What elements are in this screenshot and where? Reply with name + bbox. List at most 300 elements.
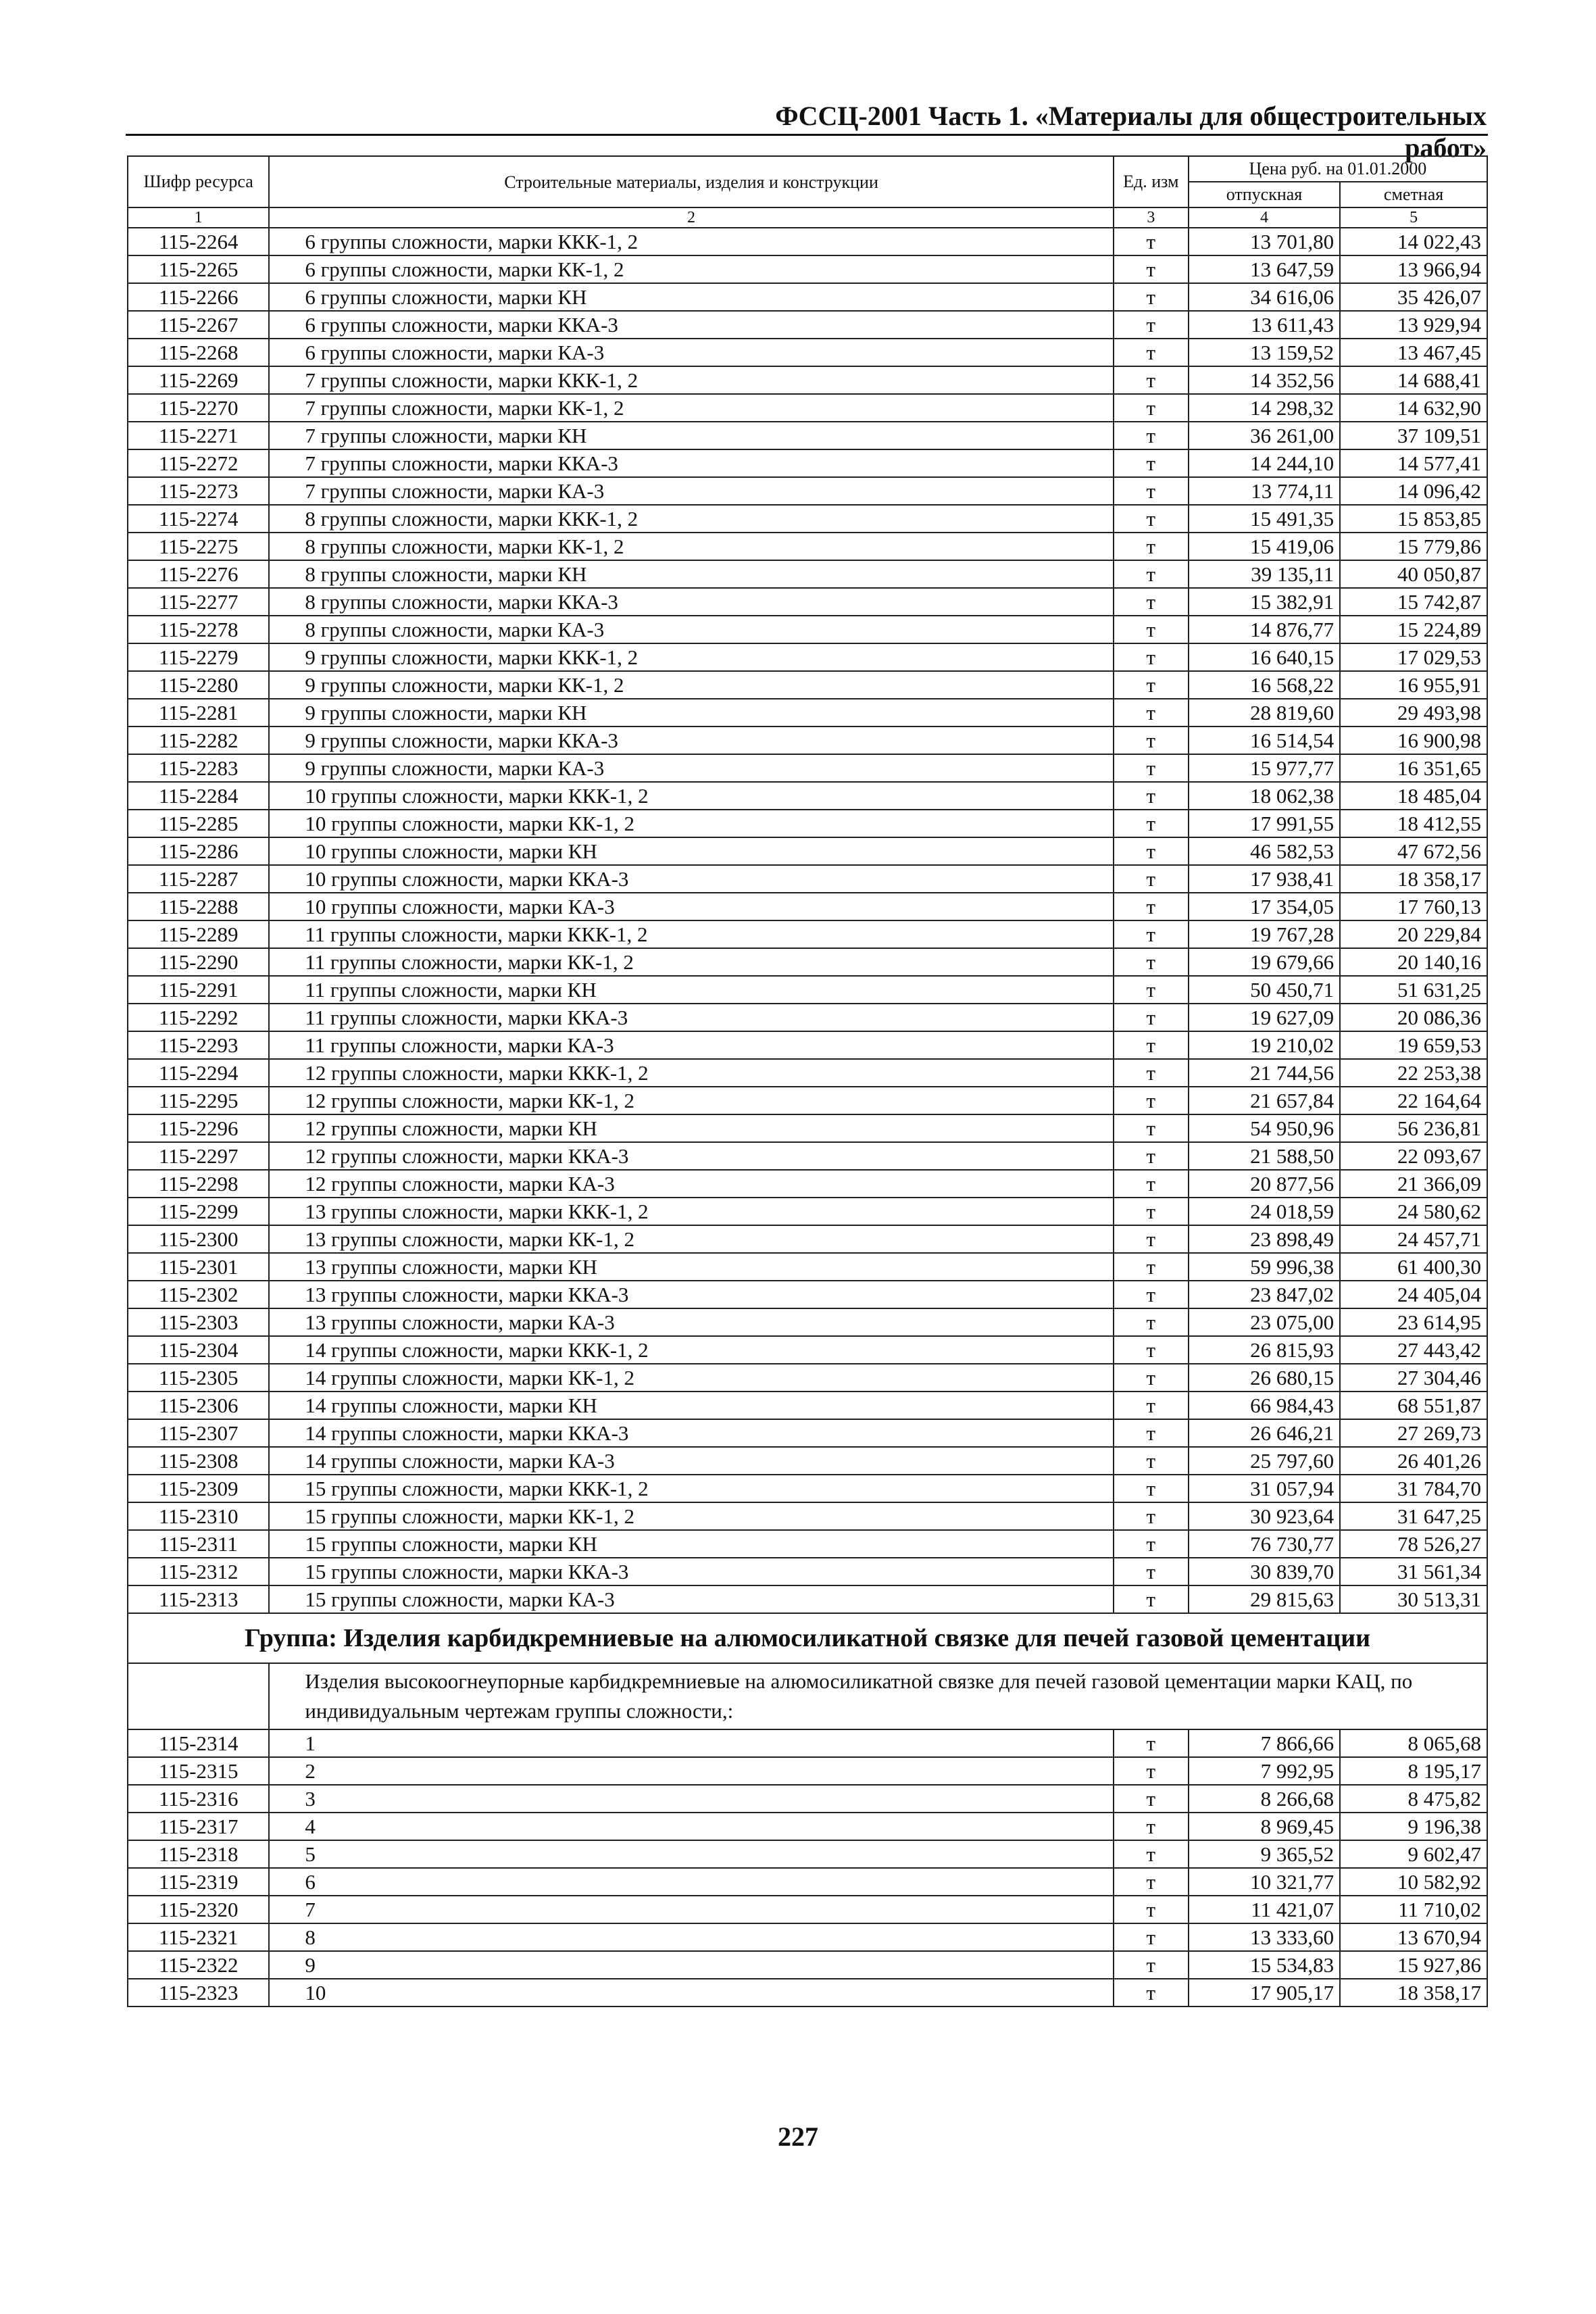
estimate-price: 47 672,56 (1340, 837, 1487, 865)
estimate-price: 31 784,70 (1340, 1475, 1487, 1502)
release-price: 54 950,96 (1189, 1114, 1340, 1142)
material-name: 6 группы сложности, марки КА-3 (269, 339, 1113, 366)
col-header-release: отпускная (1189, 182, 1340, 207)
table-row (128, 865, 1487, 893)
release-price: 17 938,41 (1189, 865, 1340, 893)
material-name: 13 группы сложности, марки КА-3 (269, 1308, 1113, 1336)
page-header-title: ФССЦ-2001 Часть 1. «Материалы для общестроительных работ» (775, 101, 1487, 163)
table-row (128, 477, 1487, 505)
material-name: 12 группы сложности, марки КК-1, 2 (269, 1087, 1113, 1114)
resource-code: 115-2303 (128, 1308, 269, 1336)
resource-code: 115-2304 (128, 1336, 269, 1364)
resource-code: 115-2294 (128, 1059, 269, 1087)
table-row (128, 1868, 1487, 1896)
material-name: 11 группы сложности, марки ККК-1, 2 (269, 920, 1113, 948)
estimate-price: 13 670,94 (1340, 1923, 1487, 1951)
release-price: 24 018,59 (1189, 1198, 1340, 1225)
resource-code: 115-2293 (128, 1031, 269, 1059)
estimate-price: 26 401,26 (1340, 1447, 1487, 1475)
resource-code: 115-2319 (128, 1868, 269, 1896)
material-name: 5 (269, 1840, 1113, 1868)
material-name: 9 группы сложности, марки КК-1, 2 (269, 671, 1113, 699)
estimate-price: 15 853,85 (1340, 505, 1487, 533)
table-row (128, 588, 1487, 616)
estimate-price: 29 493,98 (1340, 699, 1487, 727)
release-price: 30 923,64 (1189, 1502, 1340, 1530)
estimate-price: 51 631,25 (1340, 976, 1487, 1004)
resource-code: 115-2281 (128, 699, 269, 727)
release-price: 7 992,95 (1189, 1757, 1340, 1785)
estimate-price: 24 580,62 (1340, 1198, 1487, 1225)
desc-code-cell (128, 1663, 269, 1729)
resource-code: 115-2274 (128, 505, 269, 533)
release-price: 18 062,38 (1189, 782, 1340, 810)
estimate-price: 9 196,38 (1340, 1813, 1487, 1840)
table-row (128, 699, 1487, 727)
estimate-price: 24 405,04 (1340, 1281, 1487, 1308)
release-price: 16 640,15 (1189, 643, 1340, 671)
release-price: 17 354,05 (1189, 893, 1340, 920)
table-row (128, 255, 1487, 283)
material-name: 13 группы сложности, марки ККА-3 (269, 1281, 1113, 1308)
resource-code: 115-2271 (128, 422, 269, 449)
release-price: 39 135,11 (1189, 560, 1340, 588)
resource-code: 115-2323 (128, 1979, 269, 2007)
release-price: 9 365,52 (1189, 1840, 1340, 1868)
unit-cell: т (1114, 782, 1189, 810)
estimate-price: 13 966,94 (1340, 255, 1487, 283)
unit-cell: т (1114, 394, 1189, 422)
unit-cell: т (1114, 643, 1189, 671)
material-name: 14 группы сложности, марки КН (269, 1392, 1113, 1419)
unit-cell: т (1114, 1004, 1189, 1031)
release-price: 23 075,00 (1189, 1308, 1340, 1336)
table-row (128, 1530, 1487, 1558)
material-name: 9 (269, 1951, 1113, 1979)
unit-cell: т (1114, 588, 1189, 616)
unit-cell: т (1114, 422, 1189, 449)
table-row (128, 1004, 1487, 1031)
material-name: 15 группы сложности, марки ККА-3 (269, 1558, 1113, 1585)
col-number: 4 (1189, 207, 1340, 228)
estimate-price: 8 065,68 (1340, 1729, 1487, 1757)
resource-code: 115-2314 (128, 1729, 269, 1757)
resource-code: 115-2270 (128, 394, 269, 422)
col-header-price: Цена руб. на 01.01.2000 (1189, 156, 1487, 182)
unit-cell: т (1114, 1785, 1189, 1813)
resource-code: 115-2276 (128, 560, 269, 588)
resource-code: 115-2290 (128, 948, 269, 976)
estimate-price: 14 632,90 (1340, 394, 1487, 422)
release-price: 19 210,02 (1189, 1031, 1340, 1059)
resource-code: 115-2292 (128, 1004, 269, 1031)
release-price: 16 514,54 (1189, 727, 1340, 754)
unit-cell: т (1114, 1281, 1189, 1308)
release-price: 23 847,02 (1189, 1281, 1340, 1308)
resource-code: 115-2300 (128, 1225, 269, 1253)
unit-cell: т (1114, 1502, 1189, 1530)
unit-cell: т (1114, 1059, 1189, 1087)
material-name: 13 группы сложности, марки КН (269, 1253, 1113, 1281)
resource-code: 115-2317 (128, 1813, 269, 1840)
material-name: 7 группы сложности, марки КН (269, 422, 1113, 449)
estimate-price: 20 229,84 (1340, 920, 1487, 948)
estimate-price: 31 561,34 (1340, 1558, 1487, 1585)
group-description: Изделия высокоогнеупорные карбидкремниевые на алюмосиликатной связке для печей газовой цементации марки КАЦ, по индивидуальным чертежам группы сложности,: (269, 1663, 1487, 1729)
release-price: 20 877,56 (1189, 1170, 1340, 1198)
resource-code: 115-2272 (128, 449, 269, 477)
material-name: 8 группы сложности, марки КН (269, 560, 1113, 588)
estimate-price: 20 086,36 (1340, 1004, 1487, 1031)
material-name: 7 группы сложности, марки КА-3 (269, 477, 1113, 505)
table-row (128, 339, 1487, 366)
unit-cell: т (1114, 1840, 1189, 1868)
material-name: 14 группы сложности, марки ККА-3 (269, 1419, 1113, 1447)
release-price: 26 815,93 (1189, 1336, 1340, 1364)
estimate-price: 18 485,04 (1340, 782, 1487, 810)
resource-code: 115-2273 (128, 477, 269, 505)
resource-code: 115-2322 (128, 1951, 269, 1979)
price-table (127, 155, 1488, 2007)
table-row (128, 1979, 1487, 2007)
table-row (128, 1336, 1487, 1364)
main-rows (128, 228, 1487, 1613)
release-price: 15 534,83 (1189, 1951, 1340, 1979)
release-price: 19 679,66 (1189, 948, 1340, 976)
release-price: 26 646,21 (1189, 1419, 1340, 1447)
table-row (128, 643, 1487, 671)
resource-code: 115-2266 (128, 283, 269, 311)
resource-code: 115-2318 (128, 1840, 269, 1868)
unit-cell: т (1114, 976, 1189, 1004)
resource-code: 115-2296 (128, 1114, 269, 1142)
unit-cell: т (1114, 810, 1189, 837)
unit-cell: т (1114, 505, 1189, 533)
resource-code: 115-2297 (128, 1142, 269, 1170)
resource-code: 115-2299 (128, 1198, 269, 1225)
estimate-price: 13 929,94 (1340, 311, 1487, 339)
col-header-code: Шифр ресурса (128, 156, 269, 207)
estimate-price: 13 467,45 (1340, 339, 1487, 366)
table-row (128, 1840, 1487, 1868)
estimate-price: 23 614,95 (1340, 1308, 1487, 1336)
material-name: 10 (269, 1979, 1113, 2007)
table-row (128, 893, 1487, 920)
release-price: 14 876,77 (1189, 616, 1340, 643)
unit-cell: т (1114, 311, 1189, 339)
release-price: 76 730,77 (1189, 1530, 1340, 1558)
estimate-price: 16 351,65 (1340, 754, 1487, 782)
unit-cell: т (1114, 948, 1189, 976)
material-name: 6 группы сложности, марки КН (269, 283, 1113, 311)
resource-code: 115-2308 (128, 1447, 269, 1475)
unit-cell: т (1114, 1031, 1189, 1059)
unit-cell: т (1114, 1868, 1189, 1896)
unit-cell: т (1114, 671, 1189, 699)
unit-cell: т (1114, 1979, 1189, 2007)
estimate-price: 9 602,47 (1340, 1840, 1487, 1868)
resource-code: 115-2295 (128, 1087, 269, 1114)
estimate-price: 22 253,38 (1340, 1059, 1487, 1087)
estimate-price: 78 526,27 (1340, 1530, 1487, 1558)
resource-code: 115-2282 (128, 727, 269, 754)
table-row (128, 1951, 1487, 1979)
resource-code: 115-2313 (128, 1585, 269, 1613)
release-price: 19 627,09 (1189, 1004, 1340, 1031)
group-section (128, 1613, 1487, 1729)
estimate-price: 8 475,82 (1340, 1785, 1487, 1813)
resource-code: 115-2306 (128, 1392, 269, 1419)
estimate-price: 15 742,87 (1340, 588, 1487, 616)
unit-cell: т (1114, 1923, 1189, 1951)
material-name: 8 группы сложности, марки КК-1, 2 (269, 533, 1113, 560)
resource-code: 115-2268 (128, 339, 269, 366)
release-price: 30 839,70 (1189, 1558, 1340, 1585)
resource-code: 115-2310 (128, 1502, 269, 1530)
table-row (128, 1923, 1487, 1951)
release-price: 59 996,38 (1189, 1253, 1340, 1281)
material-name: 12 группы сложности, марки ККА-3 (269, 1142, 1113, 1170)
material-name: 3 (269, 1785, 1113, 1813)
material-name: 10 группы сложности, марки ККА-3 (269, 865, 1113, 893)
col-number: 3 (1114, 207, 1189, 228)
table-row (128, 1308, 1487, 1336)
unit-cell: т (1114, 533, 1189, 560)
estimate-price: 24 457,71 (1340, 1225, 1487, 1253)
unit-cell: т (1114, 255, 1189, 283)
resource-code: 115-2279 (128, 643, 269, 671)
material-name: 13 группы сложности, марки КК-1, 2 (269, 1225, 1113, 1253)
table-row (128, 422, 1487, 449)
release-price: 13 647,59 (1189, 255, 1340, 283)
resource-code: 115-2321 (128, 1923, 269, 1951)
release-price: 15 977,77 (1189, 754, 1340, 782)
estimate-price: 17 760,13 (1340, 893, 1487, 920)
release-price: 8 969,45 (1189, 1813, 1340, 1840)
release-price: 36 261,00 (1189, 422, 1340, 449)
unit-cell: т (1114, 920, 1189, 948)
release-price: 16 568,22 (1189, 671, 1340, 699)
table-row (128, 920, 1487, 948)
material-name: 12 группы сложности, марки КА-3 (269, 1170, 1113, 1198)
estimate-price: 18 358,17 (1340, 865, 1487, 893)
material-name: 8 группы сложности, марки ККА-3 (269, 588, 1113, 616)
table-row (128, 1558, 1487, 1585)
material-name: 10 группы сложности, марки КН (269, 837, 1113, 865)
material-name: 7 группы сложности, марки КК-1, 2 (269, 394, 1113, 422)
release-price: 66 984,43 (1189, 1392, 1340, 1419)
col-header-unit: Ед. изм (1114, 156, 1189, 207)
unit-cell: т (1114, 865, 1189, 893)
release-price: 34 616,06 (1189, 283, 1340, 311)
material-name: 4 (269, 1813, 1113, 1840)
unit-cell: т (1114, 837, 1189, 865)
release-price: 13 701,80 (1189, 228, 1340, 255)
estimate-price: 15 224,89 (1340, 616, 1487, 643)
table-row (128, 1059, 1487, 1087)
resource-code: 115-2289 (128, 920, 269, 948)
resource-code: 115-2264 (128, 228, 269, 255)
estimate-price: 27 269,73 (1340, 1419, 1487, 1447)
resource-code: 115-2283 (128, 754, 269, 782)
table-row (128, 671, 1487, 699)
resource-code: 115-2287 (128, 865, 269, 893)
resource-code: 115-2275 (128, 533, 269, 560)
table-row (128, 1419, 1487, 1447)
unit-cell: т (1114, 1392, 1189, 1419)
estimate-price: 31 647,25 (1340, 1502, 1487, 1530)
table-row (128, 1502, 1487, 1530)
unit-cell: т (1114, 1225, 1189, 1253)
material-name: 9 группы сложности, марки КН (269, 699, 1113, 727)
release-price: 21 657,84 (1189, 1087, 1340, 1114)
release-price: 17 905,17 (1189, 1979, 1340, 2007)
unit-cell: т (1114, 1896, 1189, 1923)
material-name: 6 группы сложности, марки ККА-3 (269, 311, 1113, 339)
unit-cell: т (1114, 1729, 1189, 1757)
table-row (128, 394, 1487, 422)
material-name: 7 группы сложности, марки ККК-1, 2 (269, 366, 1113, 394)
table-row (128, 782, 1487, 810)
estimate-price: 22 164,64 (1340, 1087, 1487, 1114)
estimate-price: 35 426,07 (1340, 283, 1487, 311)
table-row (128, 1087, 1487, 1114)
resource-code: 115-2286 (128, 837, 269, 865)
unit-cell: т (1114, 1951, 1189, 1979)
resource-code: 115-2316 (128, 1785, 269, 1813)
estimate-price: 37 109,51 (1340, 422, 1487, 449)
resource-code: 115-2288 (128, 893, 269, 920)
estimate-price: 14 688,41 (1340, 366, 1487, 394)
material-name: 1 (269, 1729, 1113, 1757)
col-number: 1 (128, 207, 269, 228)
unit-cell: т (1114, 1558, 1189, 1585)
material-name: 15 группы сложности, марки КА-3 (269, 1585, 1113, 1613)
table-row (128, 727, 1487, 754)
material-name: 11 группы сложности, марки ККА-3 (269, 1004, 1113, 1031)
unit-cell: т (1114, 477, 1189, 505)
unit-cell: т (1114, 560, 1189, 588)
table-row (128, 1253, 1487, 1281)
unit-cell: т (1114, 366, 1189, 394)
unit-cell: т (1114, 228, 1189, 255)
table-row (128, 1447, 1487, 1475)
table-row (128, 505, 1487, 533)
material-name: 11 группы сложности, марки КА-3 (269, 1031, 1113, 1059)
material-name: 9 группы сложности, марки КА-3 (269, 754, 1113, 782)
material-name: 6 группы сложности, марки ККК-1, 2 (269, 228, 1113, 255)
release-price: 25 797,60 (1189, 1447, 1340, 1475)
resource-code: 115-2280 (128, 671, 269, 699)
table-row (128, 1392, 1487, 1419)
resource-code: 115-2301 (128, 1253, 269, 1281)
unit-cell: т (1114, 754, 1189, 782)
table-row (128, 837, 1487, 865)
estimate-price: 40 050,87 (1340, 560, 1487, 588)
release-price: 13 611,43 (1189, 311, 1340, 339)
estimate-price: 15 779,86 (1340, 533, 1487, 560)
table-row (128, 1785, 1487, 1813)
material-name: 14 группы сложности, марки ККК-1, 2 (269, 1336, 1113, 1364)
material-name: 13 группы сложности, марки ККК-1, 2 (269, 1198, 1113, 1225)
table-row (128, 1170, 1487, 1198)
table-row (128, 228, 1487, 255)
release-price: 21 744,56 (1189, 1059, 1340, 1087)
table-row (128, 1475, 1487, 1502)
resource-code: 115-2284 (128, 782, 269, 810)
unit-cell: т (1114, 1336, 1189, 1364)
table-row (128, 1225, 1487, 1253)
release-price: 21 588,50 (1189, 1142, 1340, 1170)
unit-cell: т (1114, 283, 1189, 311)
material-name: 10 группы сложности, марки ККК-1, 2 (269, 782, 1113, 810)
estimate-price: 10 582,92 (1340, 1868, 1487, 1896)
unit-cell: т (1114, 1364, 1189, 1392)
table-row (128, 1142, 1487, 1170)
estimate-price: 68 551,87 (1340, 1392, 1487, 1419)
release-price: 15 419,06 (1189, 533, 1340, 560)
unit-cell: т (1114, 1813, 1189, 1840)
estimate-price: 14 577,41 (1340, 449, 1487, 477)
table-head (128, 156, 1487, 228)
material-name: 8 (269, 1923, 1113, 1951)
unit-cell: т (1114, 1308, 1189, 1336)
estimate-price: 17 029,53 (1340, 643, 1487, 671)
resource-code: 115-2312 (128, 1558, 269, 1585)
resource-code: 115-2269 (128, 366, 269, 394)
estimate-price: 15 927,86 (1340, 1951, 1487, 1979)
material-name: 6 (269, 1868, 1113, 1896)
group-title: Группа: Изделия карбидкремниевые на алюмосиликатной связке для печей газовой цементации (128, 1613, 1487, 1663)
release-price: 13 333,60 (1189, 1923, 1340, 1951)
material-name: 10 группы сложности, марки КА-3 (269, 893, 1113, 920)
resource-code: 115-2315 (128, 1757, 269, 1785)
unit-cell: т (1114, 1419, 1189, 1447)
estimate-price: 8 195,17 (1340, 1757, 1487, 1785)
unit-cell: т (1114, 1757, 1189, 1785)
table-row (128, 1114, 1487, 1142)
release-price: 28 819,60 (1189, 699, 1340, 727)
material-name: 12 группы сложности, марки ККК-1, 2 (269, 1059, 1113, 1087)
unit-cell: т (1114, 1114, 1189, 1142)
unit-cell: т (1114, 893, 1189, 920)
material-name: 10 группы сложности, марки КК-1, 2 (269, 810, 1113, 837)
col-header-name: Строительные материалы, изделия и конструкции (269, 156, 1113, 207)
table-row (128, 810, 1487, 837)
material-name: 6 группы сложности, марки КК-1, 2 (269, 255, 1113, 283)
table-row (128, 560, 1487, 588)
estimate-price: 30 513,31 (1340, 1585, 1487, 1613)
material-name: 9 группы сложности, марки ККК-1, 2 (269, 643, 1113, 671)
estimate-price: 21 366,09 (1340, 1170, 1487, 1198)
table-row (128, 754, 1487, 782)
table-row (128, 1364, 1487, 1392)
unit-cell: т (1114, 1475, 1189, 1502)
resource-code: 115-2298 (128, 1170, 269, 1198)
unit-cell: т (1114, 699, 1189, 727)
release-price: 15 491,35 (1189, 505, 1340, 533)
col-number: 5 (1340, 207, 1487, 228)
estimate-price: 14 096,42 (1340, 477, 1487, 505)
estimate-price: 22 093,67 (1340, 1142, 1487, 1170)
release-price: 23 898,49 (1189, 1225, 1340, 1253)
material-name: 14 группы сложности, марки КК-1, 2 (269, 1364, 1113, 1392)
release-price: 50 450,71 (1189, 976, 1340, 1004)
estimate-price: 19 659,53 (1340, 1031, 1487, 1059)
material-name: 15 группы сложности, марки КН (269, 1530, 1113, 1558)
estimate-price: 27 304,46 (1340, 1364, 1487, 1392)
unit-cell: т (1114, 449, 1189, 477)
